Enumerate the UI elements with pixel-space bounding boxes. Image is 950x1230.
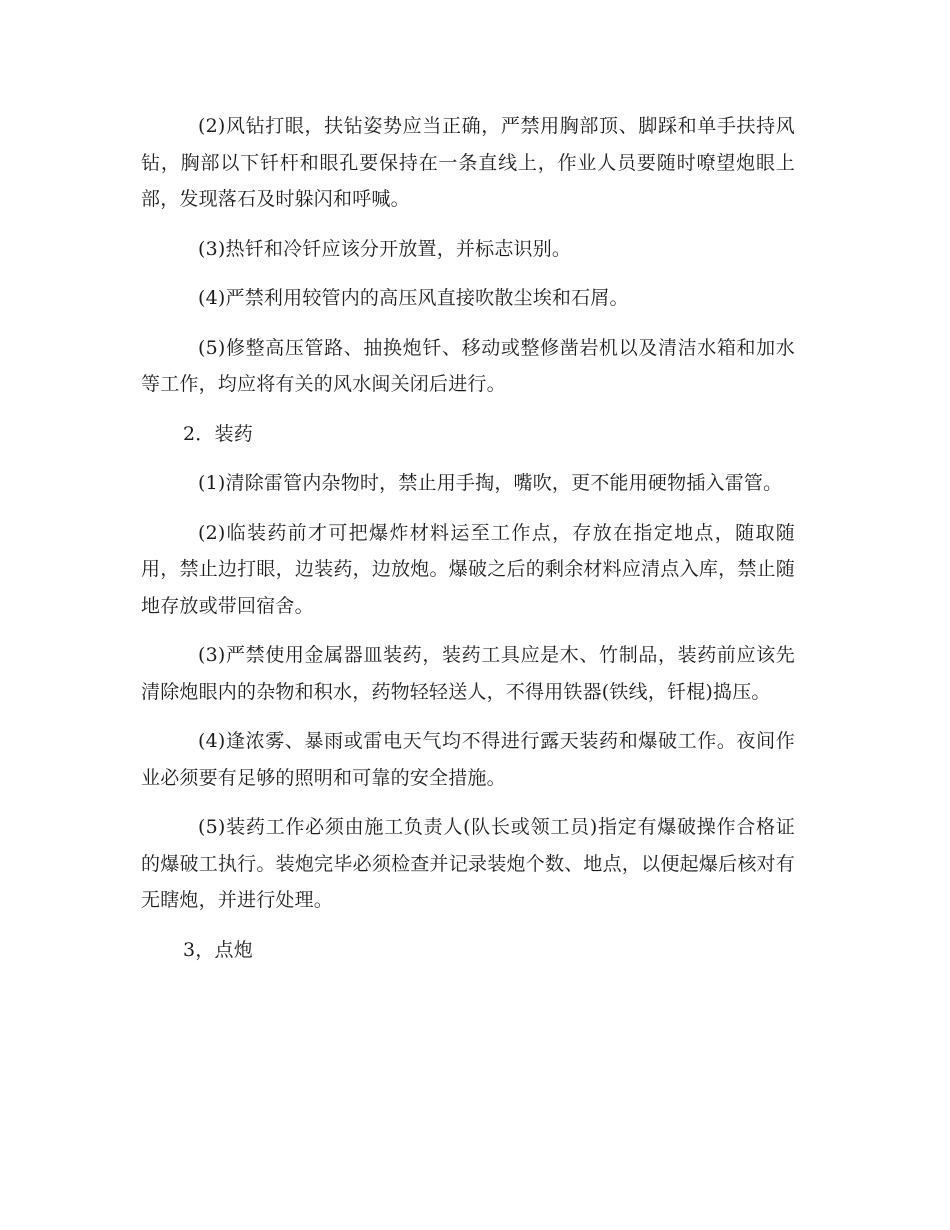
paragraph-detonator-cleaning: (1)清除雷管内杂物时，禁止用手掏，嘴吹，更不能用硬物插入雷管。 xyxy=(198,472,783,494)
paragraph-hot-cold-rods: (3)热钎和冷钎应该分开放置，并标志识别。 xyxy=(198,237,572,260)
paragraph-explosive-transport: (2)临装药前才可把爆炸材料运至工作点，存放在指定地点，随取随用，禁止边打眼，边装药，边放炮。爆破之后的剩余材料应清点入库，禁止随地存放或带回宿舍。 xyxy=(141,521,795,617)
paragraph-weather: (4)逢浓雾、暴雨或雷电天气均不得进行露天装药和爆破工作。夜间作业必须要有足够的照明和可靠的安全措施。 xyxy=(141,730,795,789)
paragraph-high-pressure-air: (4)严禁利用较管内的高压风直接吹散尘埃和石屑。 xyxy=(198,287,629,309)
document-body xyxy=(141,108,795,981)
paragraph-authorized-blaster: (5)装药工作必须由施工负责人(队长或领工员)指定有爆破操作合格证的爆破工执行。装炮完毕必须检查并记录装炮个数、地点，以便起爆后核对有无瞎炮，并进行处理。 xyxy=(141,816,795,911)
section-heading-charging: 2．装药 xyxy=(183,422,253,445)
paragraph-maintenance: (5)修整高压管路、抽换炮钎、移动或整修凿岩机以及清洁水箱和加水等工作，均应将有关的风水闽关闭后进行。 xyxy=(141,336,795,395)
paragraph-charging-tools: (3)严禁使用金属器皿装药，装药工具应是木、竹制品，装药前应该先清除炮眼内的杂物和积水，药物轻轻送人，不得用铁器(铁线，钎棍)捣压。 xyxy=(141,644,795,703)
section-heading-ignition: 3，点炮 xyxy=(183,938,253,961)
paragraph-drilling-posture: (2)风钻打眼，扶钻姿势应当正确，严禁用胸部顶、脚踩和单手扶持风钻，胸部以下钎杆和眼孔要保持在一条直线上，作业人员要随时嘹望炮眼上部，发现落石及时躲闪和呼喊。 xyxy=(141,115,795,210)
